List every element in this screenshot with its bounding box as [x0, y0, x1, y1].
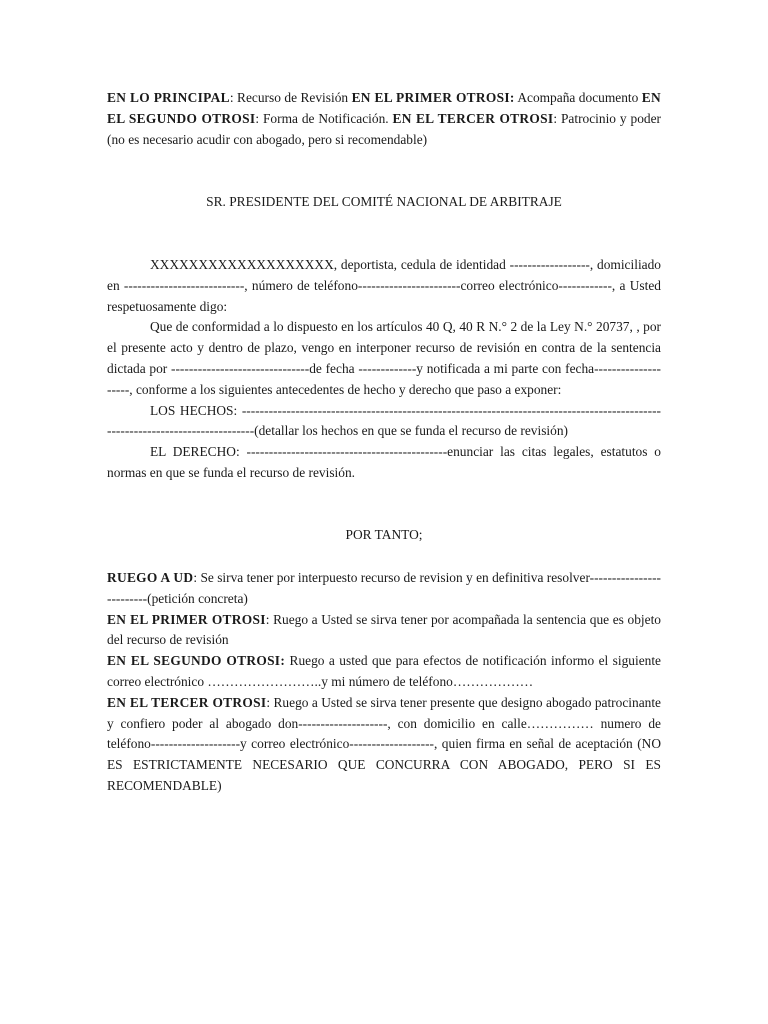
sumilla-otrosi3-text: : Patrocinio y poder (no es necesario acudir con abogado, pero si recomendable) — [107, 110, 661, 147]
primer-otrosi-text: : Ruego a Usted se sirva tener por acompañada la sentencia que es objeto del recurso de revisión — [107, 611, 661, 648]
primer-otrosi-paragraph — [107, 610, 661, 652]
ruego-paragraph — [107, 568, 661, 610]
sumilla-principal-text: : Recurso de Revisión — [229, 90, 352, 105]
intro-paragraph: XXXXXXXXXXXXXXXXXXX, deportista, cedula de identidad ------------------, domiciliado en ---------------------------, número de teléfono-----------------------correo electrónico------------, a Usted respetuosamente digo: — [107, 257, 661, 314]
conformidad-paragraph: Que de conformidad a lo dispuesto en los artículos 40 Q, 40 R N.° 2 de la Ley N.° 20737, , por el presente acto y dentro de plazo, vengo en interponer recurso de revisión en contra de la sentencia dictada por -------------------------------de fecha -------------y notificada a mi parte con fecha--------------------, conforme a los siguientes antecedentes de hecho y derecho que paso a exponer: — [107, 319, 661, 397]
por-tanto-block — [107, 525, 661, 546]
sumilla-otrosi3-label: EN EL TERCER OTROSI — [392, 110, 554, 126]
sumilla-otrosi2-text: : Forma de Notificación. — [255, 110, 393, 126]
addressee-block — [107, 192, 661, 213]
derecho-paragraph: EL DERECHO: ---------------------------------------------enunciar las citas legales, estatutos o normas en que se funda el recurso de revisión. — [107, 444, 661, 480]
ruego-label: RUEGO A UD — [107, 570, 194, 585]
segundo-otrosi-label: EN EL SEGUNDO OTROSI: — [107, 653, 286, 669]
sumilla-otrosi2-label: EN EL SEGUNDO OTROSI — [107, 90, 661, 126]
addressee: SR. PRESIDENTE DEL COMITÉ NACIONAL DE ARBITRAJE — [206, 194, 562, 209]
hechos-paragraph: LOS HECHOS: -------------------------------------------------------------------------------------------------------------------------------(detallar los hechos en que se funda el recurso de revisión) — [107, 402, 661, 439]
sumilla-principal-label: EN LO PRINCIPAL — [107, 90, 230, 105]
segundo-otrosi-text: Ruego a usted que para efectos de notificación informo el siguiente correo electrónico ……………………..y mi número de teléfono……………… — [107, 653, 662, 689]
sumilla-otrosi1-text: Acompaña documento — [514, 90, 642, 105]
primer-otrosi-label: EN EL PRIMER OTROSI — [107, 611, 266, 627]
sumilla-otrosi1-label: EN EL PRIMER OTROSI: — [351, 90, 515, 105]
petitorio — [107, 568, 661, 797]
segundo-otrosi-paragraph — [107, 651, 661, 693]
tercer-otrosi-paragraph — [107, 693, 661, 797]
tercer-otrosi-label: EN EL TERCER OTROSI — [107, 694, 267, 710]
ruego-text: : Se sirva tener por interpuesto recurso de revision y en definitiva resolver-------------------------(petición concreta) — [107, 570, 661, 606]
sumilla — [107, 88, 661, 150]
tercer-otrosi-text: : Ruego a Usted se sirva tener presente que designo abogado patrocinante y confiero poder al abogado don--------------------, con domicilio en calle…………… numero de teléfono--------------------y correo electrónico-------------------, quien firma en señal de aceptación (NO ES ESTRICTAMENTE NECESARIO QUE CONCURRA CON ABOGADO, PERO SI ES RECOMENDABLE) — [107, 694, 661, 793]
por-tanto: POR TANTO; — [345, 527, 423, 542]
document-body — [107, 255, 661, 484]
